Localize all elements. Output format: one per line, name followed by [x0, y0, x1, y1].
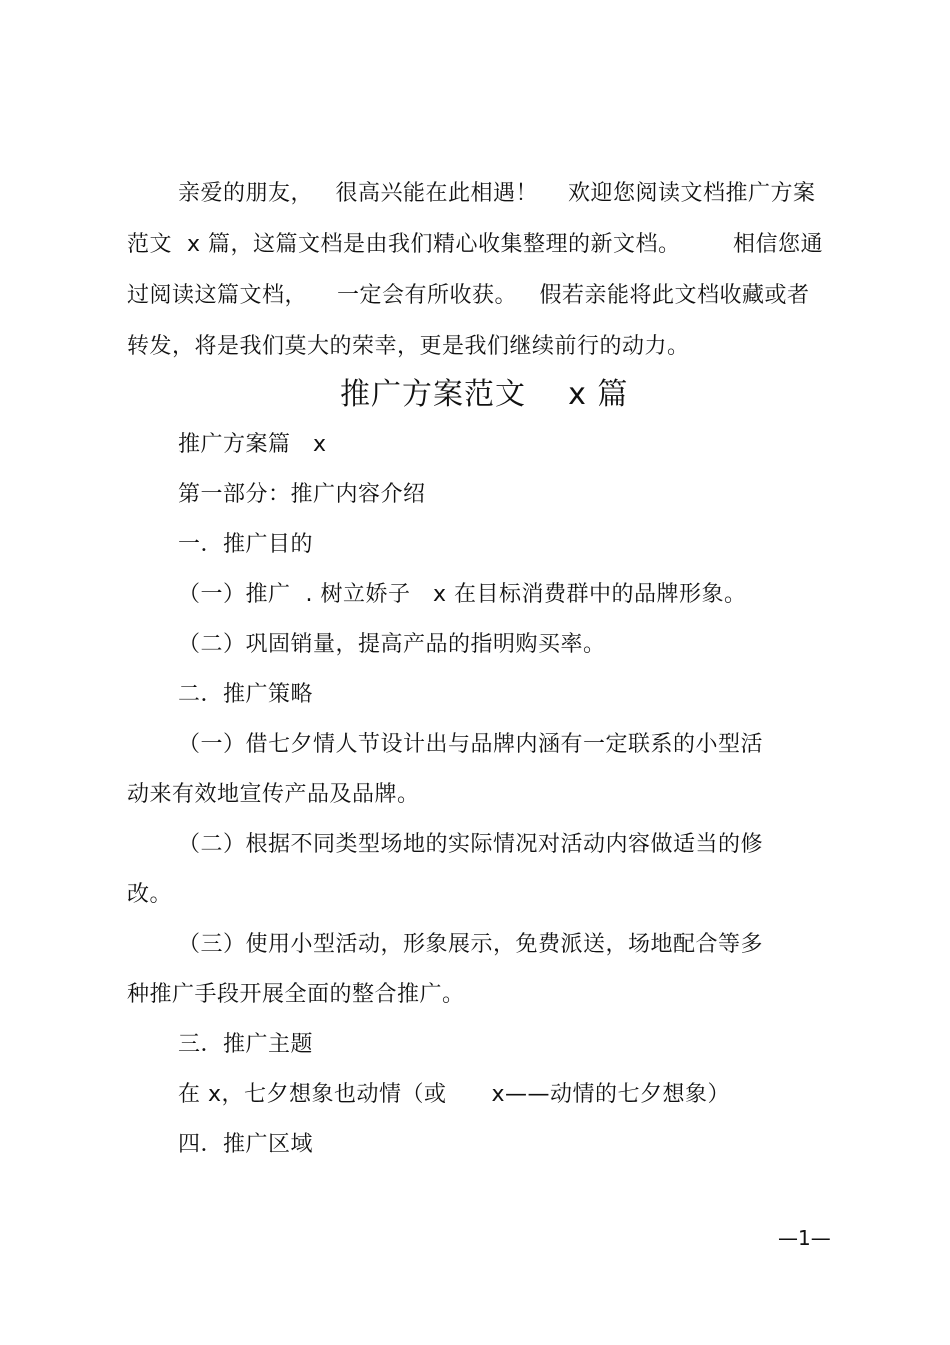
body-line-10: 改。 — [127, 882, 173, 907]
section-heading-3: 三．推广主题 — [178, 1032, 314, 1057]
section-heading-2: 二．推广策略 — [178, 682, 314, 707]
intro-line-1: 亲爱的朋友， 很高兴能在此相遇！ 欢迎您阅读文档推广方案 — [178, 181, 816, 206]
intro-line-2: 范文 x 篇，这篇文档是由我们精心收集整理的新文档。 相信您通 — [127, 232, 823, 257]
body-line-12: 种推广手段开展全面的整合推广。 — [127, 982, 465, 1007]
page-number: —1— — [778, 1226, 831, 1250]
body-line-5: （二）巩固销量，提高产品的指明购买率。 — [178, 632, 606, 657]
intro-line-3: 过阅读这篇文档， 一定会有所收获。 假若亲能将此文档收藏或者 — [127, 283, 810, 308]
body-line-9: （二）根据不同类型场地的实际情况对活动内容做适当的修 — [178, 832, 764, 857]
body-line-1: 推广方案篇 x — [178, 432, 327, 457]
body-line-11: （三）使用小型活动，形象展示，免费派送，场地配合等多 — [178, 932, 764, 957]
document-title: 推广方案范文 x 篇 — [340, 377, 629, 412]
body-line-7: （一）借七夕情人节设计出与品牌内涵有一定联系的小型活 — [178, 732, 764, 757]
section-heading-1: 一．推广目的 — [178, 532, 314, 557]
intro-line-4: 转发，将是我们莫大的荣幸，更是我们继续前行的动力。 — [127, 334, 690, 359]
body-line-8: 动来有效地宣传产品及品牌。 — [127, 782, 420, 807]
body-line-4: （一）推广 . 树立娇子 x 在目标消费群中的品牌形象。 — [178, 582, 747, 607]
section-heading-4: 四．推广区域 — [178, 1132, 314, 1157]
body-line-14: 在 x，七夕想象也动情（或 x——动情的七夕想象） — [178, 1082, 730, 1107]
body-line-2: 第一部分：推广内容介绍 — [178, 482, 426, 507]
